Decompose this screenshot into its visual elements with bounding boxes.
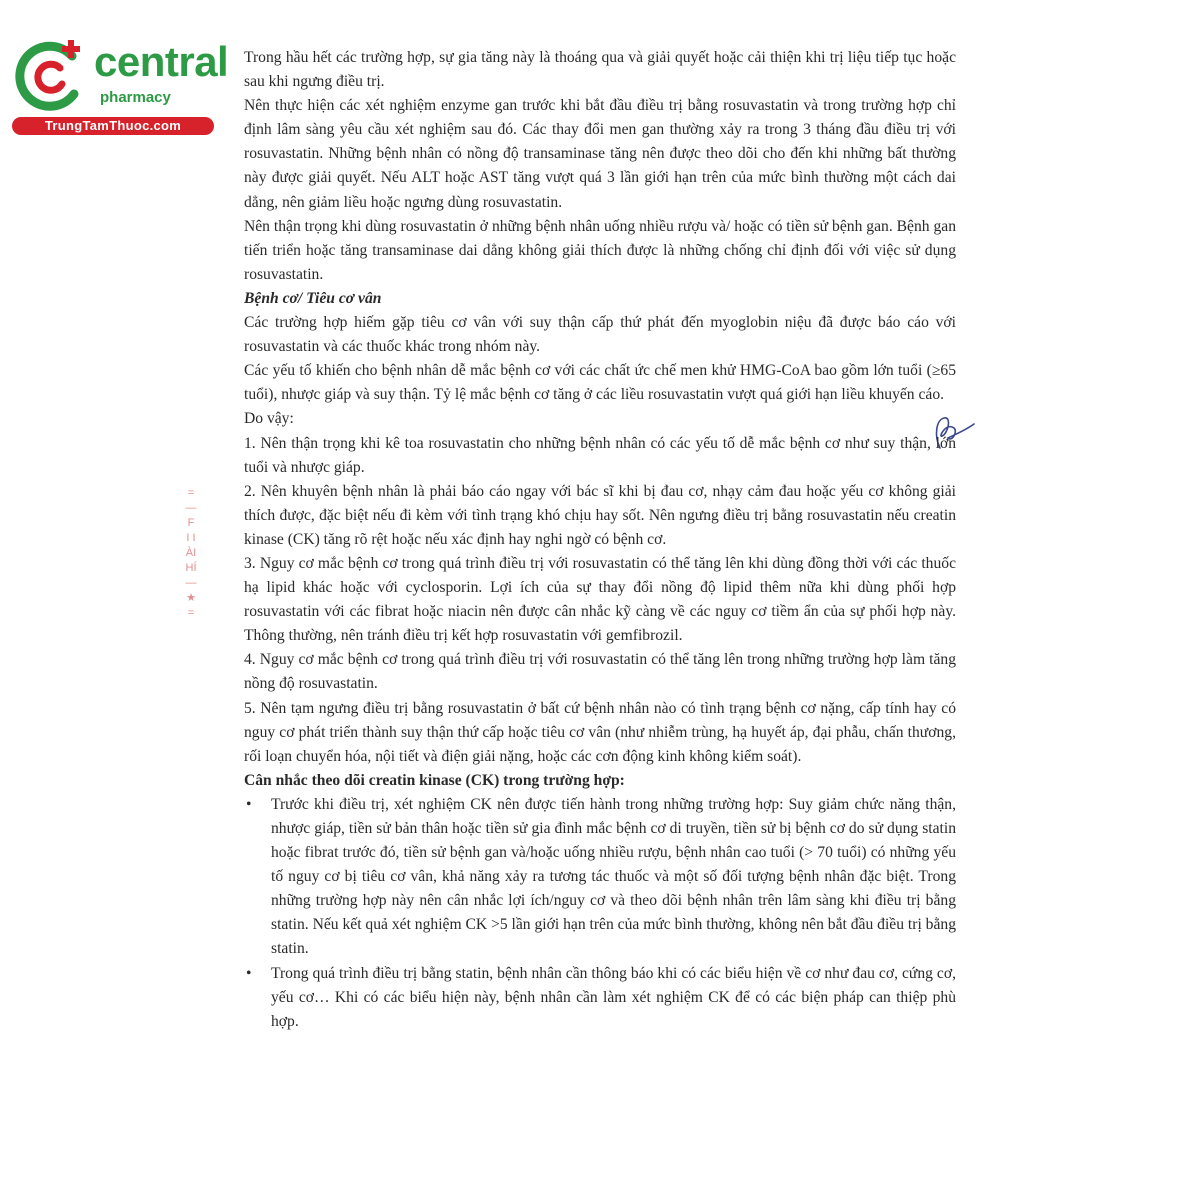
paragraph: Trong hầu hết các trường hợp, sự gia tăng này là thoáng qua và giải quyết hoặc cải thiện khi trị liệu tiếp tục hoặc sau khi ngưng điều trị. xyxy=(244,49,956,91)
paragraph: Các yếu tố khiến cho bệnh nhân dễ mắc bệnh cơ với các chất ức chế men khử HMG-CoA bao gồm lớn tuổi (≥65 tuổi), nhược giáp và suy thận. Tỷ lệ mắc bệnh cơ tăng ở các liều rosuvastatin vượt quá giới hạn liều khuyến cáo. xyxy=(244,362,956,404)
numbered-item: 5. Nên tạm ngưng điều trị bằng rosuvastatin ở bất cứ bệnh nhân nào có tình trạng bệnh cơ nặng, cấp tính hay có nguy cơ phát triển thành suy thận thứ cấp hoặc tiêu cơ vân (như nhiễm trùng, hạ huyết áp, đại phẫu, chấn thương, rối loạn chuyển hóa, nội tiết và điện giải nặng, hoặc các cơn động kinh không kiểm soát). xyxy=(244,699,956,765)
paragraph: Các trường hợp hiếm gặp tiêu cơ vân với suy thận cấp thứ phát đến myoglobin niệu đã được báo cáo với rosuvastatin và các thuốc khác trong nhóm này. xyxy=(244,314,956,356)
bullet-icon: • xyxy=(246,964,252,982)
brand-name: central xyxy=(94,38,229,85)
section-heading-ck: Cân nhắc theo dõi creatin kinase (CK) trong trường hợp: xyxy=(244,771,625,789)
pharmacy-cross-icon xyxy=(12,38,88,114)
brand-subtitle: pharmacy xyxy=(100,89,171,106)
bullet-list xyxy=(244,793,956,1034)
central-pharmacy-logo[interactable] xyxy=(8,38,229,138)
list-item xyxy=(244,962,956,1034)
numbered-item: 4. Nguy cơ mắc bệnh cơ trong quá trình điều trị với rosuvastatin có thể tăng lên trong những trường hợp làm tăng nồng độ rosuvastatin. xyxy=(244,651,956,693)
margin-stamp-fragment: = — F I I ÀI HÍ — ★ = xyxy=(185,487,197,619)
list-item-text: Trong quá trình điều trị bằng statin, bệnh nhân cần thông báo khi có các biểu hiện về cơ như đau cơ, cứng cơ, yếu cơ… Khi có các biểu hiện này, bệnh nhân cần làm xét nghiệm CK để có các biện pháp can thiệp phù hợp. xyxy=(271,964,956,1030)
bullet-icon: • xyxy=(246,795,252,813)
paragraph: Nên thận trọng khi dùng rosuvastatin ở những bệnh nhân uống nhiều rượu và/ hoặc có tiền sử bệnh gan. Bệnh gan tiến triển hoặc tăng transaminase dai dẳng không giải thích được là những chống chỉ định đối với việc sử dụng rosuvastatin. xyxy=(244,217,956,283)
paragraph: Do vậy: xyxy=(244,410,294,428)
section-heading-myopathy: Bệnh cơ/ Tiêu cơ vân xyxy=(244,289,382,307)
paragraph: Nên thực hiện các xét nghiệm enzyme gan trước khi bắt đầu điều trị bằng rosuvastatin và trong trường hợp chỉ định lâm sàng yêu cầu xét nghiệm sau đó. Các thay đổi men gan thường xảy ra trong 3 tháng đầu điều trị với rosuvastatin. Những bệnh nhân có nồng độ transaminase tăng nên được theo dõi cho đến khi những bất thường này được giải quyết. Nếu ALT hoặc AST tăng vượt quá 3 lần giới hạn trên của mức bình thường một cách dai dẳng, nên giảm liều hoặc ngưng dùng rosuvastatin. xyxy=(244,97,956,211)
list-item xyxy=(244,793,956,962)
numbered-item: 2. Nên khuyên bệnh nhân là phải báo cáo ngay với bác sĩ khi bị đau cơ, nhạy cảm đau hoặc yếu cơ không giải thích được, đặc biệt nếu đi kèm với tình trạng khó chịu hay sốt. Nên ngưng điều trị bằng rosuvastatin nếu creatin kinase (CK) tăng rõ rệt hoặc nếu xác định hay nghi ngờ có bệnh cơ. xyxy=(244,482,956,548)
list-item-text: Trước khi điều trị, xét nghiệm CK nên được tiến hành trong những trường hợp: Suy giảm chức năng thận, nhược giáp, tiền sử bản thân hoặc tiền sử gia đình mắc bệnh cơ di truyền, tiền sử bị bệnh cơ do sử dụng statin hoặc fibrat trước đó, tiền sử bệnh gan và/hoặc uống nhiều rượu, bệnh nhân cao tuổi (> 70 tuổi) có những yếu tố nguy cơ bị tiêu cơ vân, khả năng xảy ra tương tác thuốc và một số đối tượng bệnh nhân đặc biệt. Trong những trường hợp này nên cân nhắc lợi ích/nguy cơ và theo dõi bệnh nhân trên lâm sàng khi điều trị bằng statin. Nếu kết quả xét nghiệm CK >5 lần giới hạn trên của mức bình thường, không nên bắt đầu điều trị bằng statin. xyxy=(271,795,956,958)
brand-site-badge: TrungTamThuoc.com xyxy=(12,117,214,135)
numbered-item: 1. Nên thận trọng khi kê toa rosuvastatin cho những bệnh nhân có các yếu tố dễ mắc bệnh cơ như suy thận, lớn tuổi và nhược giáp. xyxy=(244,434,956,476)
numbered-item: 3. Nguy cơ mắc bệnh cơ trong quá trình điều trị với rosuvastatin có thể tăng lên khi dùng đồng thời với các thuốc hạ lipid khác hoặc với cyclosporin. Lợi ích của sự thay đổi nồng độ lipid thêm nữa khi dùng phối hợp rosuvastatin với các fibrat hoặc niacin nên được cân nhắc kỹ càng về các nguy cơ tiềm ẩn của sự phối hợp này. Thông thường, nên tránh điều trị kết hợp rosuvastatin với gemfibrozil. xyxy=(244,554,956,645)
document-body xyxy=(244,46,956,1034)
